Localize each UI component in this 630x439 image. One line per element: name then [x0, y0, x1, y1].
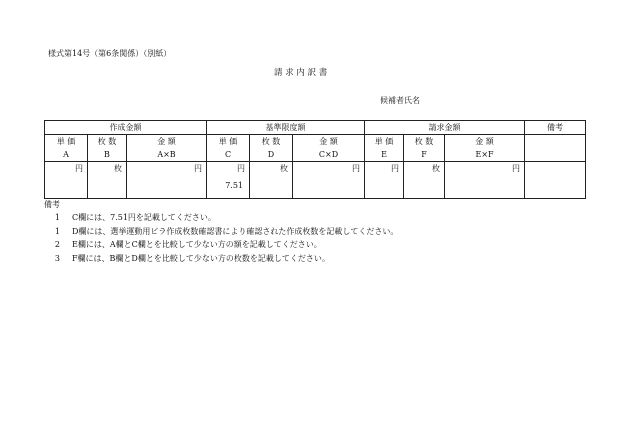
subheader-unit-price-c: 単 価 [207, 135, 250, 149]
notes-section [44, 198, 398, 265]
form-label: 様式第14号（第6条関係）（別紙） [48, 49, 172, 58]
code-ef: E×F [445, 148, 525, 162]
subheader-amount-cd: 金 額 [293, 135, 365, 149]
table-group-header-row [45, 121, 586, 135]
subheader-unit-price-a: 単 価 [45, 135, 88, 149]
unit-yen: 円 [75, 164, 83, 173]
notes-title: 備考 [44, 200, 60, 209]
subheader-quantity-b: 枚 数 [88, 135, 127, 149]
code-cd: C×D [293, 148, 365, 162]
list-item [44, 238, 398, 252]
code-ab: A×B [127, 148, 207, 162]
unit-yen: 円 [352, 164, 361, 173]
cell-amount-ab [127, 162, 207, 199]
group-header-standard-limit: 基準限度額 [207, 121, 365, 135]
note-text: E欄には、A欄とC欄とを比較して少ない方の額を記載してください。 [72, 240, 322, 249]
cell-quantity-f [404, 162, 445, 199]
subheader-amount-ef: 金 額 [445, 135, 525, 149]
list-item [44, 225, 398, 239]
group-header-created-amount: 作成金額 [45, 121, 207, 135]
cell-unit-price-a [45, 162, 88, 199]
subheader-amount-ab: 金 額 [127, 135, 207, 149]
list-item [44, 211, 398, 225]
table-row [45, 162, 586, 199]
subheader-unit-price-e: 単 価 [365, 135, 404, 149]
note-number: 1 [54, 226, 60, 236]
cell-amount-ef [445, 162, 525, 199]
code-b: B [88, 148, 127, 162]
list-item [44, 252, 398, 266]
unit-yen: 円 [512, 164, 521, 173]
candidate-name-label: 候補者氏名 [380, 96, 420, 105]
table-code-row [45, 148, 586, 162]
breakdown-table [44, 120, 586, 199]
group-header-remarks: 備考 [525, 121, 586, 135]
note-number: 1 [54, 213, 60, 222]
note-text: D欄には、選挙運動用ビラ作成枚数確認書により確認された作成枚数を記載してください。 [72, 226, 399, 236]
table-subheader-row [45, 135, 586, 149]
code-c: C [207, 148, 250, 162]
remarks-header-cell [525, 135, 586, 162]
subheader-quantity-d: 枚 数 [250, 135, 293, 149]
note-number: 2 [54, 240, 60, 249]
unit-price-c-value: 7.51 [225, 181, 243, 190]
code-d: D [250, 148, 293, 162]
cell-amount-cd [293, 162, 365, 199]
code-a: A [45, 148, 88, 162]
unit-sheets: 枚 [114, 164, 122, 173]
note-text: C欄には、7.51円を記載してください。 [72, 213, 216, 222]
cell-remarks [525, 162, 586, 199]
unit-sheets: 枚 [432, 164, 441, 173]
document-title: 請 求 内 訳 書 [274, 68, 328, 78]
note-number: 3 [54, 253, 60, 263]
note-text: F欄には、B欄とD欄とを比較して少ない方の枚数を記載してください。 [72, 253, 330, 263]
unit-yen: 円 [391, 164, 400, 173]
cell-unit-price-c [207, 162, 250, 199]
unit-yen: 円 [194, 164, 202, 173]
unit-sheets: 枚 [280, 164, 288, 173]
cell-unit-price-e [365, 162, 404, 199]
cell-quantity-d [250, 162, 293, 199]
unit-yen: 円 [237, 164, 245, 173]
subheader-quantity-f: 枚 数 [404, 135, 445, 149]
group-header-claim-amount: 請求金額 [365, 121, 525, 135]
code-e: E [365, 148, 404, 162]
code-f: F [404, 148, 445, 162]
cell-quantity-b [88, 162, 127, 199]
